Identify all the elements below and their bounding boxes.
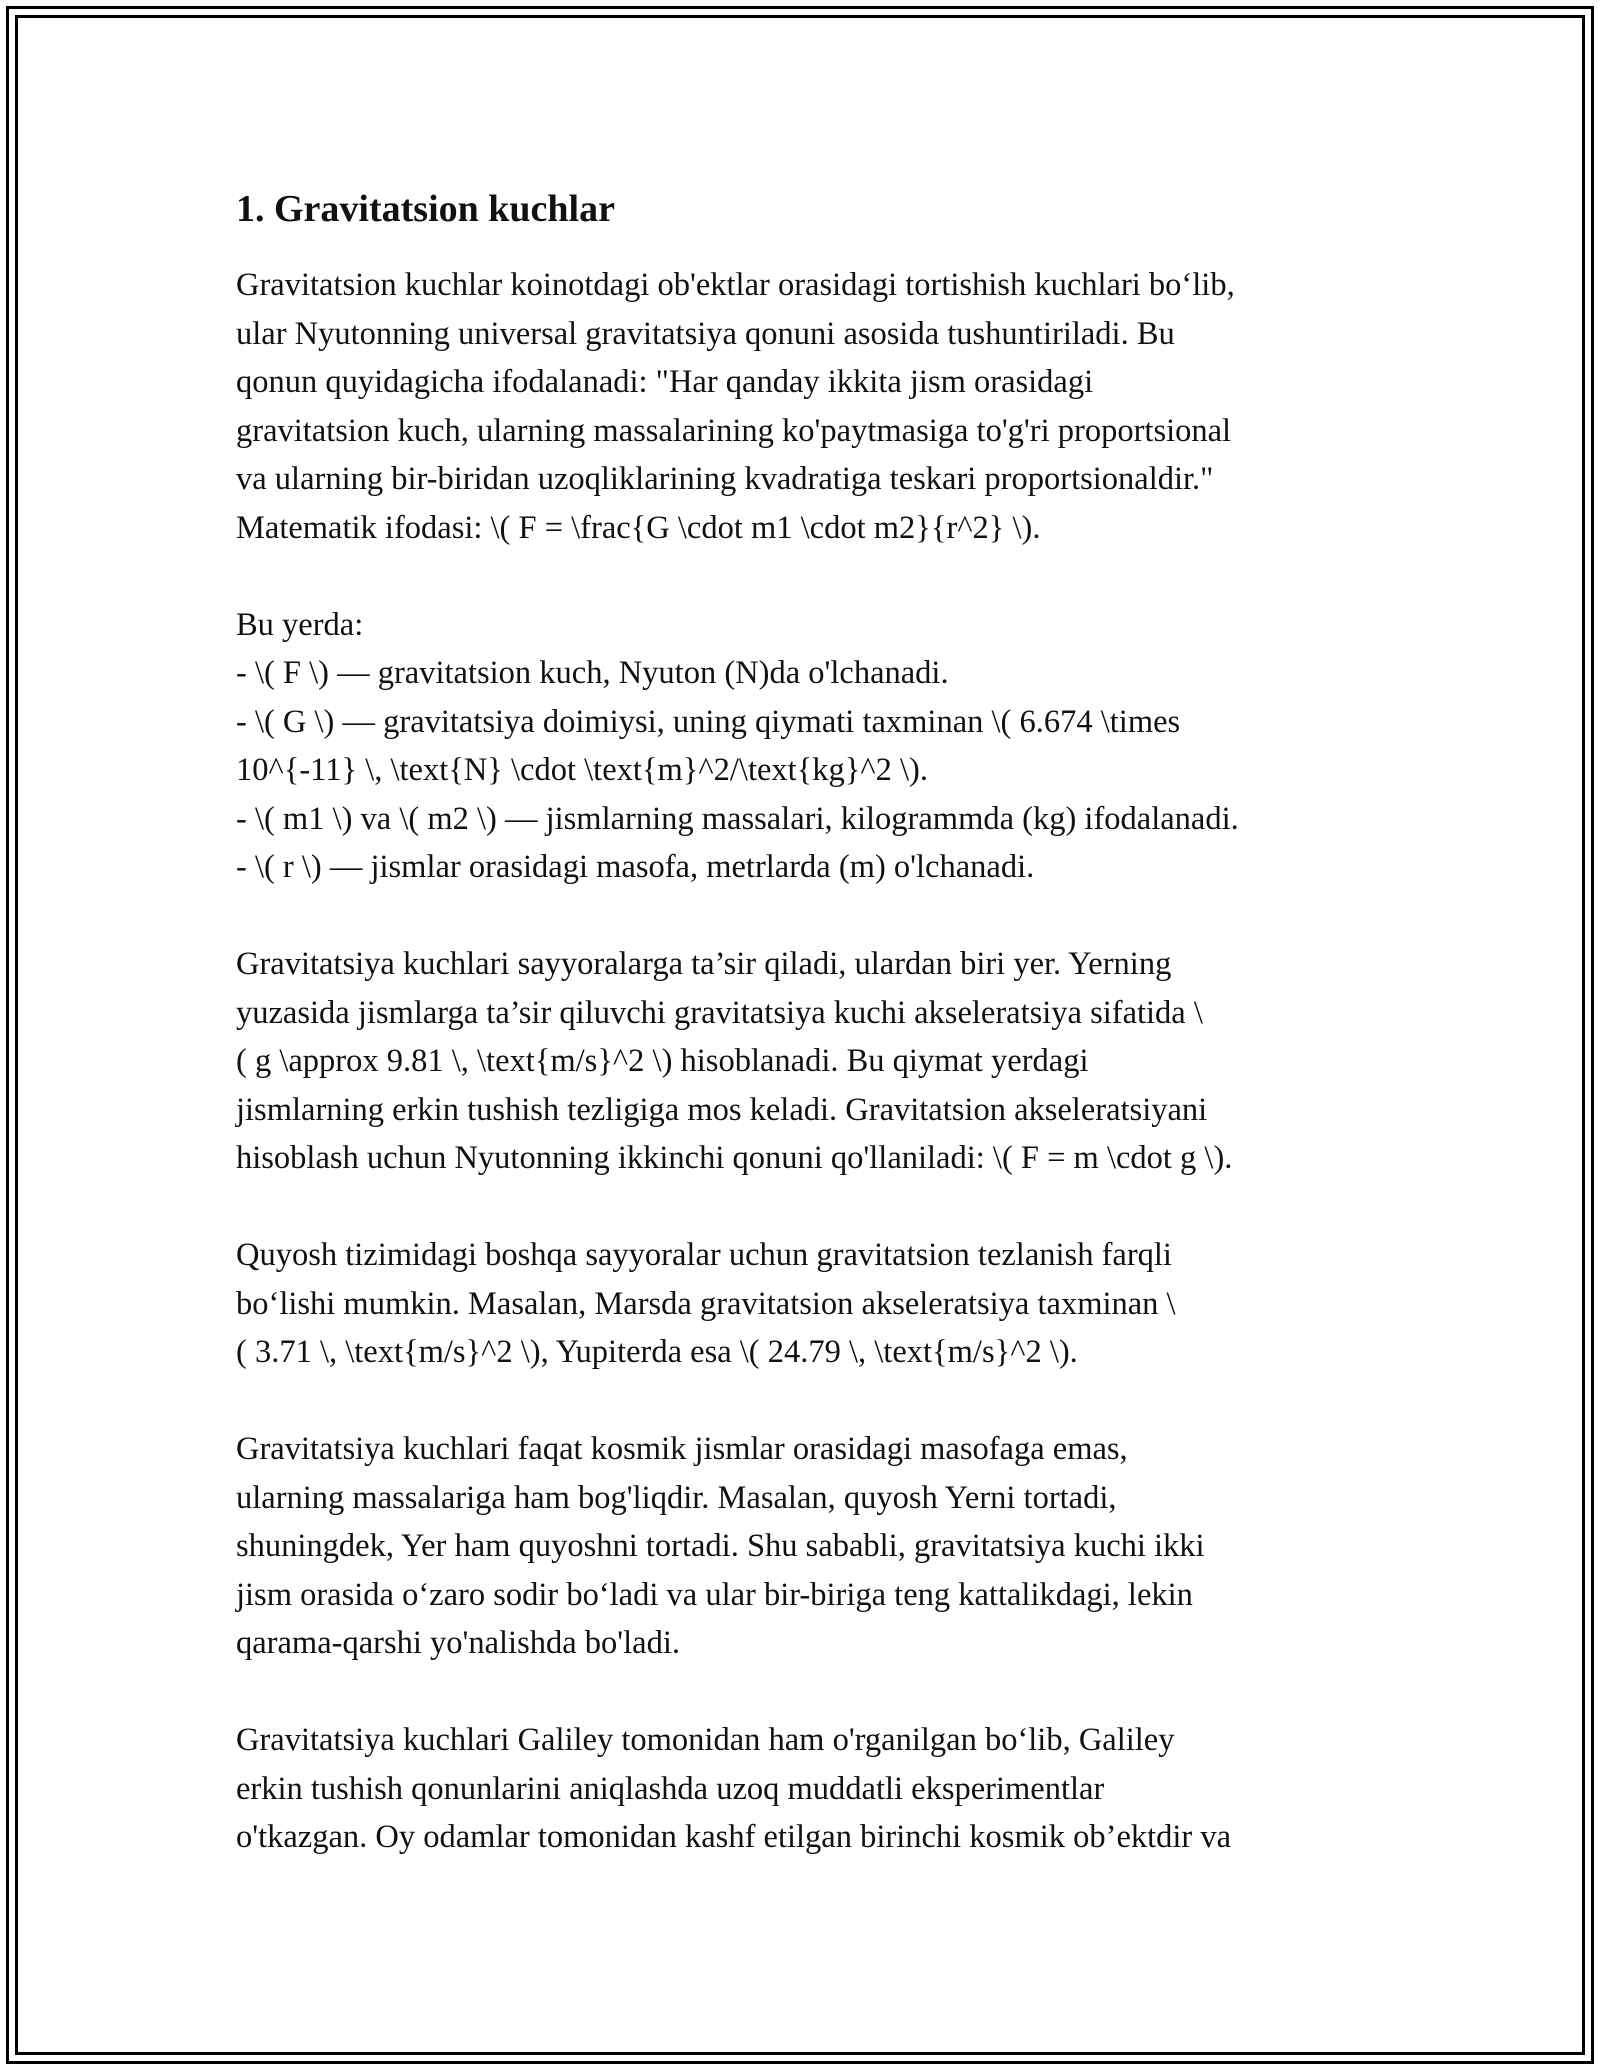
paragraph-earth-gravity [236,940,1396,1183]
paragraph-mutual-attraction [236,1425,1396,1668]
text-line: shuningdek, Yer ham quyoshni tortadi. Shu sababli, gravitatsiya kuchi ikki [236,1528,1205,1564]
text-line: ular Nyutonning universal gravitatsiya qonuni asosida tushuntiriladi. Bu [236,315,1175,352]
text-line: hisoblash uchun Nyutonning ikkinchi qonuni qo'llaniladi: \( F = m \cdot g \). [236,1140,1233,1176]
text-line: Matematik ifodasi: \( F = \frac{G \cdot m1 \cdot m2}{r^2} \). [236,509,1041,546]
text-line: Gravitatsion kuchlar koinotdagi ob'ektlar orasidagi tortishish kuchlari bo‘lib, [236,267,1235,303]
text-line: ularning massalariga ham bog'liqdir. Masalan, quyosh Yerni tortadi, [236,1479,1117,1516]
text-line: Bu yerda: [236,606,364,643]
text-line: jism orasida o‘zaro sodir bo‘ladi va ular bir-biriga teng kattalikdagi, lekin [236,1576,1193,1613]
paragraph-galileo [236,1716,1396,1862]
text-line: gravitatsion kuch, ularning massalarining ko'paytmasiga to'g'ri proportsional [236,412,1232,449]
text-line: bo‘lishi mumkin. Masalan, Marsda gravitatsion akseleratsiya taxminan \ [236,1285,1176,1322]
text-line: ( 3.71 \, \text{m/s}^2 \), Yupiterda esa \( 24.79 \, \text{m/s}^2 \). [236,1334,1078,1370]
text-line: qonun quyidagicha ifodalanadi: "Har qanday ikkita jism orasidagi [236,364,1094,400]
text-line: erkin tushish qonunlarini aniqlashda uzoq muddatli eksperimentlar [236,1770,1105,1807]
text-line: Quyosh tizimidagi boshqa sayyoralar uchun gravitatsion tezlanish farqli [236,1237,1172,1273]
text-line: - \( m1 \) va \( m2 \) — jismlarning massalari, kilogrammda (kg) ifodalanadi. [236,800,1239,837]
text-line: ( g \approx 9.81 \, \text{m/s}^2 \) hisoblanadi. Bu qiymat yerdagi [236,1043,1089,1079]
paragraph-intro [236,261,1396,552]
text-line: Gravitatsiya kuchlari sayyoralarga ta’sir qiladi, ulardan biri yer. Yerning [236,946,1172,982]
document-body [236,185,1396,1910]
text-line: qarama-qarshi yo'nalishda bo'ladi. [236,1625,681,1661]
text-line: va ularning bir-biridan uzoqliklarining kvadratiga teskari proportsionaldir." [236,461,1214,497]
paragraph-definitions [236,601,1396,892]
text-line: - \( r \) — jismlar orasidagi masofa, metrlarda (m) o'lchanadi. [236,849,1035,885]
text-line: Gravitatsiya kuchlari Galiley tomonidan ham o'rganilgan bo‘lib, Galiley [236,1722,1175,1758]
text-line: jismlarning erkin tushish tezligiga mos keladi. Gravitatsion akseleratsiyani [236,1091,1208,1128]
text-line: 10^{-11} \, \text{N} \cdot \text{m}^2/\text{kg}^2 \). [236,752,928,788]
text-line: yuzasida jismlarga ta’sir qiluvchi gravitatsiya kuchi akseleratsiya sifatida \ [236,994,1203,1031]
text-line: - \( G \) — gravitatsiya doimiysi, uning qiymati taxminan \( 6.674 \times [236,703,1181,740]
text-line: - \( F \) — gravitatsion kuch, Nyuton (N)da o'lchanadi. [236,655,949,691]
text-line: Gravitatsiya kuchlari faqat kosmik jismlar orasidagi masofaga emas, [236,1431,1128,1467]
text-line: o'tkazgan. Oy odamlar tomonidan kashf etilgan birinchi kosmik ob’ektdir va [236,1819,1232,1855]
paragraph-other-planets [236,1231,1396,1377]
section-heading: 1. Gravitatsion kuchlar [236,188,615,230]
